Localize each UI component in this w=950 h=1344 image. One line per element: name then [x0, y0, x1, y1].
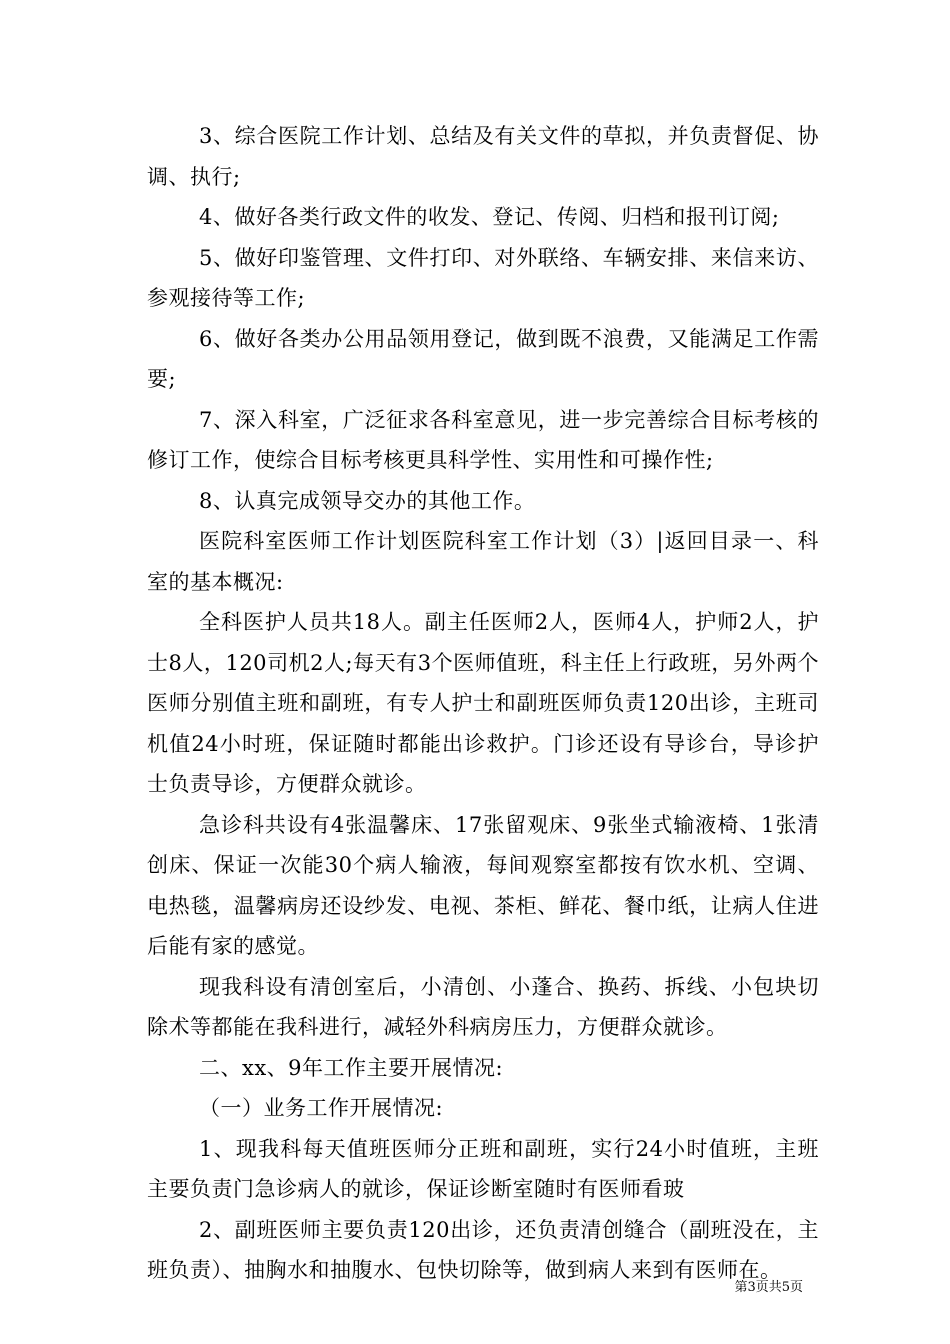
- paragraph-item-3: 3、综合医院工作计划、总结及有关文件的草拟，并负责督促、协调、执行;: [147, 124, 819, 189]
- section-heading-work: 二、xx、9年工作主要开展情况:: [199, 1055, 504, 1080]
- subsection-heading-business: （一）业务工作开展情况:: [199, 1096, 444, 1120]
- paragraph-staff: 全科医护人员共18人。副主任医师2人，医师4人，护师2人，护士8人，120司机2人;每天有3个医师值班，科主任上行政班，另外两个医师分别值主班和副班，有专人护士和副班医师负责120出诊，主班司机值24小时班，保证随时都能出诊救护。门诊还设有导诊台，导诊护士负责导诊，方便群众就诊。: [147, 610, 819, 796]
- paragraph-item-7: 7、深入科室，广泛征求各科室意见，进一步完善综合目标考核的修订工作，使综合目标考核更具科学性、实用性和可操作性;: [147, 407, 819, 472]
- paragraph-beds: 急诊科共设有4张温馨床、17张留观床、9张坐式输液椅、1张清创床、保证一次能30个病人输液，每间观察室都按有饮水机、空调、电热毯，温馨病房还设纱发、电视、茶柜、鲜花、餐巾纸，让病人住进后能有家的感觉。: [147, 812, 819, 958]
- paragraph-debridement: 现我科设有清创室后，小清创、小蓬合、换药、拆线、小包块切除术等都能在我科进行，减轻外科病房压力，方便群众就诊。: [147, 974, 819, 1039]
- paragraph-shift-1: 1、现我科每天值班医师分正班和副班，实行24小时值班，主班主要负责门急诊病人的就诊，保证诊断室随时有医师看玻: [147, 1136, 819, 1201]
- paragraph-shift-2: 2、副班医师主要负责120出诊，还负责清创缝合（副班没在，主班负责）、抽胸水和抽腹水、包快切除等，做到病人来到有医师在。: [147, 1217, 819, 1282]
- paragraph-item-6: 6、做好各类办公用品领用登记，做到既不浪费，又能满足工作需要;: [147, 326, 819, 391]
- paragraph-item-4: 4、做好各类行政文件的收发、登记、传阅、归档和报刊订阅;: [199, 205, 780, 229]
- page-number: 第3页共5页: [734, 1280, 803, 1295]
- paragraph-item-8: 8、认真完成领导交办的其他工作。: [199, 488, 536, 513]
- section-heading-overview: 医院科室医师工作计划医院科室工作计划（3）|返回目录一、科室的基本概况:: [147, 529, 819, 594]
- document-body: [147, 116, 819, 1291]
- paragraph-item-5: 5、做好印鉴管理、文件打印、对外联络、车辆安排、来信来访、参观接待等工作;: [147, 245, 819, 310]
